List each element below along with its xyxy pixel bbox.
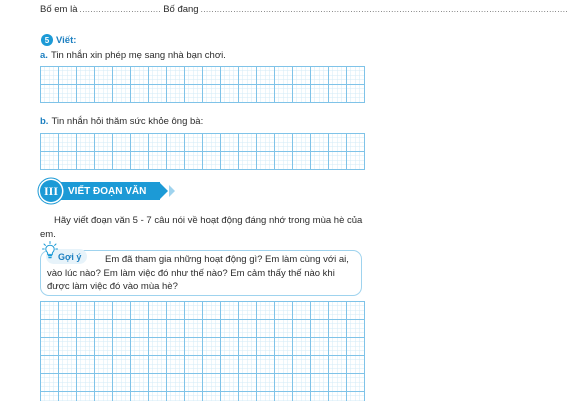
father-label: Bố em là [40,4,78,15]
writing-grid-b[interactable] [40,133,365,170]
hint-box [40,250,362,296]
lightbulb-icon [42,241,58,261]
task-b-letter: b. [40,116,49,127]
writing-prompt: Hãy viết đoạn văn 5 - 7 câu nói về hoạt động đáng nhớ trong mùa hè của em. [40,215,363,240]
task-a-letter: a. [40,50,48,61]
section-roman-numeral: III [40,180,62,202]
father-doing-label: Bố đang [163,4,199,15]
section-banner [40,180,175,202]
exercise-title: Viết: [56,34,77,46]
exercise-5-heading [41,33,76,47]
task-a-text: Tin nhắn xin phép mẹ sang nhà bạn chơi. [50,50,226,61]
banner-arrow-accent-icon [169,185,175,197]
section-title: VIẾT ĐOẠN VĂN [52,182,160,200]
exercise-number-badge: 5 [41,34,53,46]
blank-dots-1[interactable]: .............................. [79,5,162,14]
writing-grid-paragraph[interactable] [40,301,365,401]
father-sentence-line [40,4,568,18]
writing-grid-a[interactable] [40,66,365,103]
task-a [40,50,226,61]
blank-dots-2[interactable]: ....................................................................................................................................... [200,5,568,14]
hint-text: Em đã tham gia những hoạt động gì? Em làm cùng với ai, vào lúc nào? Em làm việc đó như thế nào? Em cảm thấy thế nào khi được làm việc đó vào mùa hè? [47,254,349,292]
hint-label: Gợi ý [58,251,82,262]
task-b-text: Tin nhắn hỏi thăm sức khỏe ông bà: [51,116,204,127]
task-b [40,116,203,127]
hint-label-tag [46,249,87,264]
banner-arrow-icon [159,182,168,200]
